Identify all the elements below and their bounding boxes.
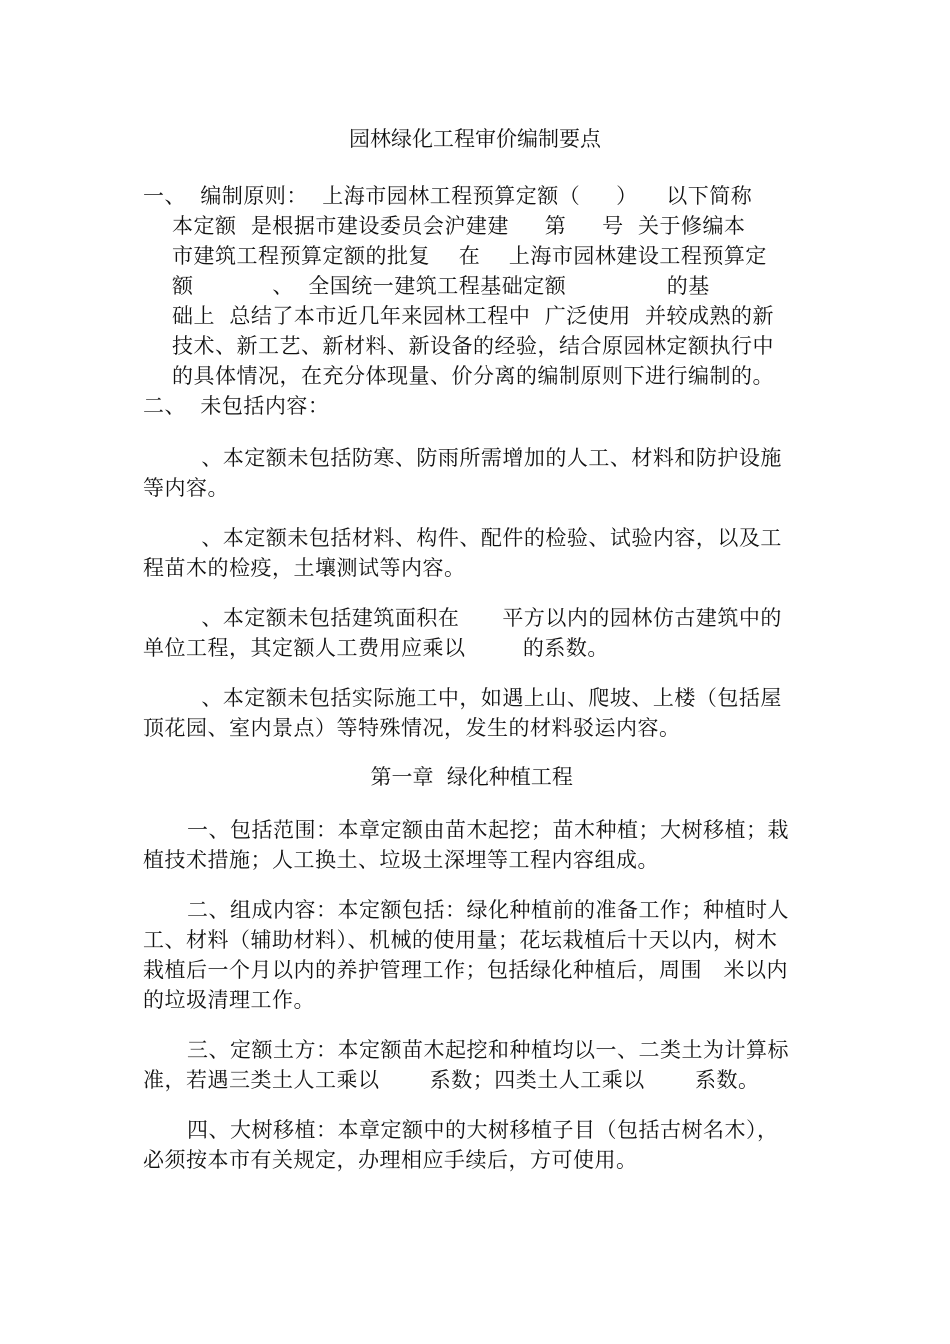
- intro-line-7: 的具体情况，在充分体现量、价分离的编制原则下进行编制的。: [172, 364, 782, 388]
- scope-line-1: 一、包括范围：本章定额由苗木起挖；苗木种植；大树移植；栽: [187, 818, 789, 842]
- intro-line-2: 本定额 是根据市建设委员会沪建建 第 号 关于修编本: [172, 214, 746, 238]
- item-3-line-1: 、本定额未包括建筑面积在 平方以内的园林仿古建筑中的: [187, 606, 782, 630]
- intro-line-6: 技术、新工艺、新材料、新设备的经验，结合原园林定额执行中: [172, 334, 774, 358]
- item-4-line-1: 、本定额未包括实际施工中，如遇上山、爬坡、上楼（包括屋: [187, 686, 782, 710]
- scope-line-2: 植技术措施；人工换土、垃圾土深埋等工程内容组成。: [143, 848, 667, 872]
- document-title: 园林绿化工程审价编制要点: [349, 127, 601, 151]
- intro-line-1: 一、 编制原则： 上海市园林工程预算定额（ ） 以下简称: [143, 184, 753, 208]
- content-line-4: 的垃圾清理工作。: [143, 988, 323, 1012]
- tree-line-2: 必须按本市有关规定，办理相应手续后，方可使用。: [143, 1148, 645, 1172]
- item-2-line-2: 程苗木的检疫，土壤测试等内容。: [143, 556, 473, 580]
- item-4-line-2: 顶花园、室内景点）等特殊情况，发生的材料驳运内容。: [143, 716, 688, 740]
- intro-line-3: 市建筑工程预算定额的批复 在 上海市园林建设工程预算定: [172, 244, 767, 268]
- intro-line-5: 础上 总结了本市近几年来园林工程中 广泛使用 并较成熟的新: [172, 304, 775, 328]
- intro-line-4: 额 、 全国统一建筑工程基础定额 的基: [172, 274, 782, 298]
- content-line-2: 工、材料（辅助材料）、机械的使用量；花坛栽植后十天以内，树木: [143, 928, 778, 952]
- section-2-heading: 二、 未包括内容：: [143, 394, 337, 418]
- item-3-line-2: 单位工程，其定额人工费用应乘以 的系数。: [143, 636, 617, 660]
- soil-line-2: 准，若遇三类土人工乘以 系数；四类土人工乘以 系数。: [143, 1068, 767, 1092]
- content-line-3: 栽植后一个月以内的养护管理工作；包括绿化种植后，周围 米以内: [143, 958, 789, 982]
- chapter-1-heading: 第一章 绿化种植工程: [370, 765, 580, 789]
- item-2-line-1: 、本定额未包括材料、构件、配件的检验、试验内容，以及工: [187, 526, 782, 550]
- soil-line-1: 三、定额土方：本定额苗木起挖和种植均以一、二类土为计算标: [187, 1038, 789, 1062]
- tree-line-1: 四、大树移植：本章定额中的大树移植子目（包括古树名木），: [187, 1118, 779, 1142]
- content-line-1: 二、组成内容：本定额包括：绿化种植前的准备工作；种植时人: [187, 898, 789, 922]
- item-1-line-1: 、本定额未包括防寒、防雨所需增加的人工、材料和防护设施: [187, 446, 782, 470]
- item-1-line-2: 等内容。: [143, 476, 237, 500]
